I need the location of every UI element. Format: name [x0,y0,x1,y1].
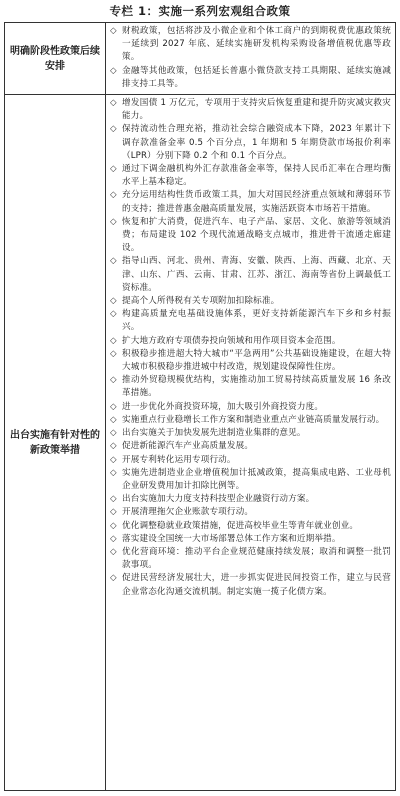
list-item-text: 积极稳步推进超大特大城市“平急两用”公共基础设施建设，在超大特大城市积极稳步推进城中村改造，规划建设保障性住房。 [122,348,391,373]
list-item [110,123,391,163]
diamond-bullet-icon: ◇ [110,216,117,227]
diamond-bullet-icon: ◇ [110,348,117,359]
list-item [110,374,391,400]
list-item [110,348,391,374]
diamond-bullet-icon: ◇ [110,428,117,439]
list-item [110,216,391,256]
list-item-text: 优化调整稳就业政策措施，促进高校毕业生等青年就业创业。 [122,520,359,531]
diamond-bullet-icon: ◇ [110,441,117,452]
diamond-bullet-icon: ◇ [110,507,117,518]
table-row [5,95,396,791]
diamond-bullet-icon: ◇ [110,296,117,307]
list-item [110,506,391,519]
list-item-text: 实施先进制造业企业增值税加计抵减政策，提高集成电路、工业母机企业研发费用加计扣除比例等。 [122,467,391,491]
list-item [110,335,391,348]
diamond-bullet-icon: ◇ [110,98,117,109]
diamond-bullet-icon: ◇ [110,546,117,557]
list-item [110,414,391,427]
row-heading: 明确阶段性政策后续安排 [5,23,106,95]
table-row [5,23,396,95]
diamond-bullet-icon: ◇ [110,573,117,584]
list-item [110,440,391,453]
list-item-text: 扩大地方政府专项债券投向领域和用作项目资本金范围。 [122,335,341,346]
list-item [110,572,391,598]
diamond-bullet-icon: ◇ [110,335,117,346]
list-item [110,454,391,467]
list-item-text: 开展清理拖欠企业账款专项行动。 [122,507,254,518]
diamond-bullet-icon: ◇ [110,26,117,36]
diamond-bullet-icon: ◇ [110,309,117,320]
list-item-text: 金融等其他政策，包括延长普惠小微贷款支持工具期限、延续实施减排支持工具等。 [122,65,391,89]
list-item-text: 落实建设全国统一大市场部署总体工作方案和近期举措。 [122,533,341,544]
policy-table [4,22,396,791]
list-item-text: 增发国债 1 万亿元，专项用于支持灾后恢复重建和提升防灾减灾救灾能力。 [122,98,391,122]
diamond-bullet-icon: ◇ [110,520,117,531]
diamond-bullet-icon: ◇ [110,164,117,175]
list-item [110,427,391,440]
list-item [110,520,391,533]
diamond-bullet-icon: ◇ [110,494,117,505]
diamond-bullet-icon: ◇ [110,454,117,465]
list-item-text: 充分运用结构性货币政策工具，加大对国民经济重点领域和薄弱环节的支持；推进普惠金融高质量发展，实施活跃资本市场若干措施。 [122,190,391,214]
diamond-bullet-icon: ◇ [110,533,117,544]
list-item [110,65,391,91]
diamond-bullet-icon: ◇ [110,190,117,201]
list-item [110,255,391,295]
list-item-text: 进一步优化外商投资环境，加大吸引外商投资力度。 [122,401,324,412]
row-content [106,23,396,95]
list-item-text: 优化营商环境：推动平台企业规范健康持续发展；取消和调整一批罚款事项。 [122,546,391,571]
box-title: 专栏 1：实施一系列宏观组合政策 [109,4,291,18]
diamond-bullet-icon: ◇ [110,124,117,135]
list-item-text: 出台实施关于加快发展先进制造业集群的意见。 [122,428,306,439]
list-item [110,295,391,308]
diamond-bullet-icon: ◇ [110,256,117,267]
list-item-text: 推动外贸稳规模优结构，实施推动加工贸易持续高质量发展 16 条改革措施。 [122,375,391,399]
list-item-text: 保持流动性合理充裕，推动社会综合融资成本下降，2023 年累计下调存款准备金率 0.5 个百分点，1 年期和 5 年期贷款市场报价利率（LPR）分别下降 0.2 个和 0.1 个百分点。 [122,124,391,161]
list-item [110,401,391,414]
list-item-text: 出台实施加大力度支持科技型企业融资行动方案。 [122,494,315,505]
list-item [110,308,391,334]
diamond-bullet-icon: ◇ [110,414,117,425]
list-item-text: 指导山西、河北、贵州、青海、安徽、陕西、上海、西藏、北京、天津、山东、广西、云南、甘肃、江苏、浙江、海南等省份上调最低工资标准。 [122,256,391,293]
list-item-text: 促进民营经济发展壮大，进一步抓实促进民间投资工作，建立与民营企业常态化沟通交流机制。制定实施一揽子化债方案。 [122,573,391,597]
list-item [110,467,391,493]
list-item [110,533,391,546]
diamond-bullet-icon: ◇ [110,401,117,412]
list-item [110,493,391,506]
list-item-text: 恢复和扩大消费，促进汽车、电子产品、家居、文化、旅游等领域消费；布局建设 102 个现代流通战略支点城市，推进骨干流通走廊建设。 [122,216,391,254]
list-item [110,189,391,215]
list-item [110,25,391,65]
diamond-bullet-icon: ◇ [110,375,117,386]
diamond-bullet-icon: ◇ [110,467,117,478]
row-content [106,95,396,791]
list-item [110,546,391,572]
list-item-text: 提高个人所得税有关专项附加扣除标准。 [122,296,280,307]
diamond-bullet-icon: ◇ [110,65,117,76]
list-item-text: 促进新能源汽车产业高质量发展。 [122,441,254,452]
list-item-text: 财税政策，包括将涉及小微企业和个体工商户的到期税费优惠政策统一延续到 2027 年底、延续实施研发机构采购设备增值税优惠等政策。 [122,26,391,63]
list-item-text: 实施重点行业稳增长工作方案和制造业重点产业链高质量发展行动。 [122,414,385,425]
list-item-text: 开展专利转化运用专项行动。 [122,454,236,465]
list-item [110,163,391,189]
list-item [110,97,391,123]
list-item-text: 构建高质量充电基础设施体系，更好支持新能源汽车下乡和乡村振兴。 [122,309,391,333]
list-item-text: 通过下调金融机构外汇存款准备金率等，保持人民币汇率在合理均衡水平上基本稳定。 [122,164,391,188]
row-heading: 出台实施有针对性的新政策举措 [5,95,106,791]
